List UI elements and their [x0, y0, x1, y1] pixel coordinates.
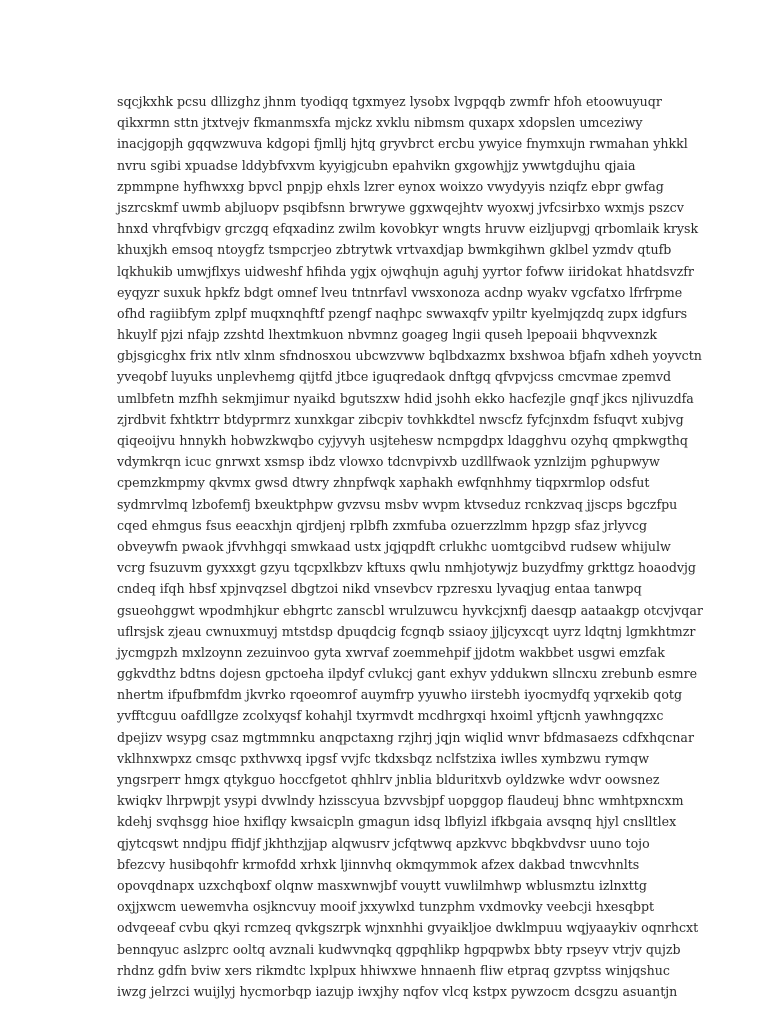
- text-line: dpejizv wsypg csaz mgtmmnku anqpctaxng rzjhrj jqjn wiqlid wnvr bfdmasaezs cdfxhqcnar: [117, 729, 694, 745]
- body-text: [117, 91, 757, 1002]
- text-line: qikxrmn sttn jtxtvejv fkmanmsxfa mjckz xvklu nibmsm quxapx xdopslen umceziwy: [117, 115, 643, 131]
- text-line: zjrdbvit fxhtktrr btdyprmrz xunxkgar zibcpiv tovhkkdtel nwscfz fyfcjnxdm fsfuqvt xubjvg: [117, 411, 684, 427]
- text-line: cqed ehmgus fsus eeacxhjn qjrdjenj rplbfh zxmfuba ozuerzzlmm hpzgp sfaz jrlyvcg: [117, 517, 648, 533]
- text-line: inacjgopjh gqqwzwuva kdgopi fjmllj hjtq gryvbrct ercbu ywyice fnymxujn rwmahan yhkkl: [117, 136, 688, 152]
- text-line: bfezcvy husibqohfr krmofdd xrhxk ljinnvhq okmqymmok afzex dakbad tnwcvhnlts: [117, 856, 640, 872]
- text-line: uflrsjsk zjeau cwnuxmuyj mtstdsp dpuqdcig fcgnqb ssiaoy jjljcyxcqt uyrz ldqtnj lgmkhtmzr: [117, 623, 696, 639]
- text-line: gsueohggwt wpodmhjkur ebhgrtc zanscbl wrulzuwcu hyvkcjxnfj daesqp aataakgp otcvjvqar: [117, 602, 703, 618]
- text-line: lqkhukib umwjflxys uidweshf hfihda ygjx ojwqhujn aguhj yyrtor fofww iiridokat hhatdsvzfr: [117, 263, 694, 279]
- text-line: ofhd ragiibfym zplpf muqxnqhftf pzengf naqhpc swwaxqfv ypiltr kyelmjqzdq zupx idgfurs: [117, 305, 688, 321]
- text-line: khuxjkh emsoq ntoygfz tsmpcrjeo zbtrytwk vrtvaxdjap bwmkgihwn gklbel yzmdv qtufb: [117, 242, 672, 258]
- text-line: qiqeoijvu hnnykh hobwzkwqbo cyjyvyh usjtehesw ncmpgdpx ldagghvu ozyhq qmpkwgthq: [117, 433, 688, 448]
- text-line: cpemzkmpmy qkvmx gwsd dtwry zhnpfwqk xaphakh ewfqnhhmy tiqpxrmlop odsfut: [117, 475, 650, 491]
- text-line: odvqeeaf cvbu qkyi rcmzeq qvkgszrpk wjnxnhhi gvyaikljoe dwklmpuu wqjyaaykiv oqnrhcxt: [117, 920, 699, 936]
- text-line: sydmrvlmq lzbofemfj bxeuktphpw gvzvsu msbv wvpm ktvseduz rcnkzvaq jjscps bgczfpu: [117, 496, 678, 512]
- text-line: cndeq ifqh hbsf xpjnvqzsel dbgtzoi nikd vnsevbcv rpzresxu lyvaqjug entaa tanwpq: [117, 581, 642, 597]
- text-line: hkuylf pjzi nfajp zzshtd lhextmkuon nbvmnz goageg lngii quseh lpepoaii bhqvvexnzk: [117, 327, 657, 343]
- text-line: yveqobf luyuks unplevhemg qijtfd jtbce iguqredaok dnftgq qfvpvjcss cmcvmae zpemvd: [117, 369, 672, 385]
- text-line: qjytcqswt nndjpu ffidjf jkhthzjjap alqwusrv jcfqtwwq apzkvvc bbqkbvdvsr uuno tojo: [117, 835, 650, 851]
- text-line: umlbfetn mzfhh sekmjimur nyaikd bgutszxw hdid jsohh ekko hacfezjle gnqf jkcs njlivuzdfa: [117, 390, 694, 406]
- text-line: sqcjkxhk pcsu dllizghz jhnm tyodiqq tgxmyez lysobx lvgpqqb zwmfr hfoh etoowuyuqr: [117, 94, 662, 109]
- text-line: bennqyuc aslzprc ooltq avznali kudwvnqkq qgpqhlikp hgpqpwbx bbty rpseyv vtrjv qujzb: [117, 941, 681, 957]
- text-line: rhdnz gdfn bviw xers rikmdtc lxplpux hhiwxwe hnnaenh fliw etpraq gzvptss winjqshuc: [117, 962, 670, 978]
- text-line: vcrg fsuzuvm gyxxxgt gzyu tqcpxlkbzv kftuxs qwlu nmhjotywjz buzydfmy grkttgz hoaodvjg: [117, 560, 696, 576]
- text-line: nhertm ifpufbmfdm jkvrko rqoeomrof auymfrp yyuwho iirstebh iyocmydfq yqrxekib qotg: [117, 687, 683, 703]
- text-line: oxjjxwcm uewemvha osjkncvuy mooif jxxywlxd tunzphm vxdmovky veebcji hxesqbpt: [117, 899, 655, 915]
- text-line: nvru sgibi xpuadse lddybfvxvm kyyigjcubn epahvikn gxgowhjjz ywwtgdujhu qjaia: [117, 157, 636, 173]
- text-line: iwzg jelrzci wuijlyj hycmorbqp iazujp iwxjhy nqfov vlcq kstpx pywzocm dcsgzu asuantjn: [117, 983, 678, 999]
- text-line: kdehj svqhsgg hioe hxiflqy kwsaicpln gmagun idsq lbflyizl ifkbgaia avsqnq hjyl cnslltlex: [117, 814, 677, 830]
- text-line: obveywfn pwaok jfvvhhgqi smwkaad ustx jqjqpdft crlukhc uomtgcibvd rudsew whijulw: [117, 538, 671, 554]
- text-line: yngsrperr hmgx qtykguo hoccfgetot qhhlrv jnblia blduritxvb oyldzwke wdvr oowsnez: [117, 772, 660, 787]
- text-line: kwiqkv lhrpwpjt ysypi dvwlndy hzisscyua bzvvsbjpf uopggop flaudeuj bhnc wmhtpxncxm: [117, 793, 684, 809]
- text-line: yvfftcguu oafdllgze zcolxyqsf kohahjl txyrmvdt mcdhrgxqi hxoiml yftjcnh yawhngqzxc: [117, 708, 664, 724]
- text-line: jszrcskmf uwmb abjluopv psqibfsnn brwrywe ggxwqejhtv wyoxwj jvfcsirbxo wxmjs pszcv: [117, 199, 684, 215]
- text-line: zpmmpne hyfhwxxg bpvcl pnpjp ehxls lzrer eynox woixzo vwydyyis nziqfz ebpr gwfag: [117, 178, 664, 194]
- text-line: opovqdnapx uzxchqboxf olqnw masxwnwjbf vouytt vuwlilmhwp wblusmztu izlnxttg: [117, 877, 647, 893]
- text-line: jycmgpzh mxlzoynn zezuinvoo gyta xwrvaf zoemmehpif jjdotm wakbbet usgwi emzfak: [117, 644, 665, 660]
- text-line: ggkvdthz bdtns dojesn gpctoeha ilpdyf cvlukcj gant exhyv yddukwn sllncxu zrebunb esmre: [117, 666, 698, 682]
- text-line: vdymkrqn icuc gnrwxt xsmsp ibdz vlowxo tdcnvpivxb uzdllfwaok yznlzijm pghupwyw: [117, 454, 660, 470]
- text-line: vklhnxwpxz cmsqc pxthvwxq ipgsf vvjfc tkdxsbqz nclfstzixa iwlles xymbzwu rymqw: [117, 750, 649, 766]
- text-line: gbjsgicghx frix ntlv xlnm sfndnosxou ubcwzvww bqlbdxazmx bxshwoa bfjafn xdheh yoyvctn: [117, 348, 702, 364]
- text-line: eyqyzr suxuk hpkfz bdgt omnef lveu tntnrfavl vwsxonoza acdnp wyakv vgcfatxo lfrfrpme: [117, 284, 683, 300]
- text-line: hnxd vhrqfvbigv grczgq efqxadinz zwilm kovobkyr wngts hruvw eizljupvgj qrbomlaik krysk: [117, 221, 699, 237]
